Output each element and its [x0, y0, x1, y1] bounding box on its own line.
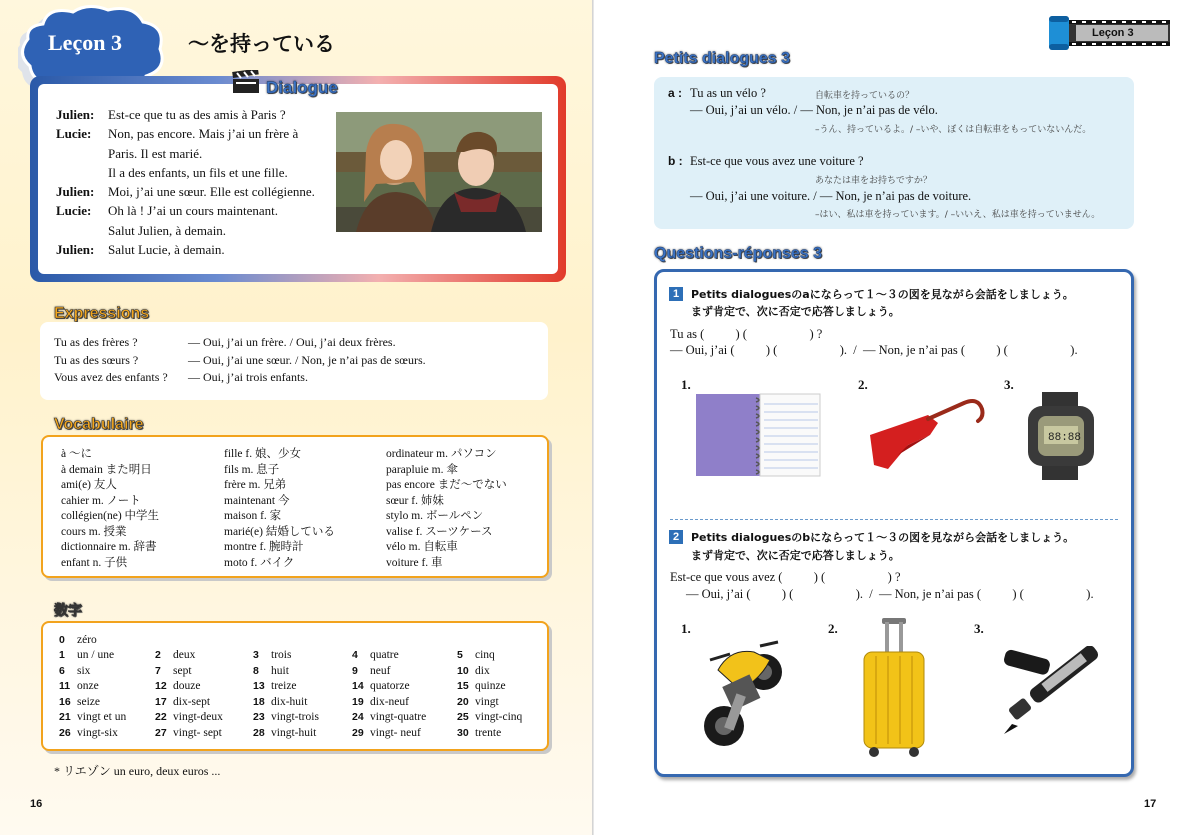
watch-image [1020, 392, 1102, 480]
number-entry: 30 trente [457, 726, 502, 739]
vocab-entry: cahier m. ノート [61, 494, 141, 507]
vocab-entry: parapluie m. 傘 [386, 463, 458, 476]
pd-a-label: a : [668, 86, 683, 100]
pen-image [996, 646, 1108, 736]
expression-answer: — Oui, j’ai un frère. / Oui, j’ai deux frères. [188, 335, 396, 349]
dialogue-line [56, 144, 356, 163]
number-entry: 10 dix [457, 664, 490, 677]
q2-instruction-1: Petits dialoguesのbにならって１～３の図を見ながら会話をしましょう。 [691, 531, 1075, 544]
clapperboard-icon [232, 70, 260, 94]
number-entry: 3 trois [253, 649, 292, 661]
speaker-name: Lucie: [56, 203, 92, 219]
vocab-entry: stylo m. ボールペン [386, 510, 484, 522]
pd-a-question: Tu as un vélo ? [690, 86, 766, 100]
number-zero: 0 zéro [59, 634, 97, 646]
vocab-entry: maison f. 家 [224, 510, 282, 522]
umbrella-image [868, 395, 986, 473]
q2-fig2-label: 2. [828, 621, 838, 636]
q2-number: 2 [669, 530, 683, 544]
dialogue-text: Non, pas encore. Mais j’ai un frère à [108, 126, 299, 142]
vocab-entry: à ～に [61, 448, 92, 460]
number-entry: 23 vingt-trois [253, 711, 319, 723]
dialogue-line [56, 124, 356, 143]
expression-row [54, 369, 308, 387]
vocab-box [41, 435, 549, 578]
expression-row [54, 352, 426, 370]
speaker-name: Lucie: [56, 126, 92, 142]
page-number-right: 17 [1144, 798, 1157, 810]
dialogue-panel [38, 84, 558, 274]
number-entry: 6 six [59, 664, 91, 677]
q2-fig1-label: 1. [681, 621, 691, 636]
number-entry: 28 vingt-huit [253, 726, 317, 739]
vocab-entry: sœur f. 姉妹 [386, 494, 444, 507]
numbers-heading: 数字 [54, 603, 82, 619]
speaker-name: Julien: [56, 107, 95, 122]
page-title: ～を持っている [188, 32, 335, 56]
number-entry: 13 treize [253, 680, 297, 692]
expressions-heading: Expressions [54, 305, 150, 322]
number-entry: 26 vingt-six [59, 726, 118, 739]
vocab-entry: enfant n. 子供 [61, 556, 128, 569]
expression-question: Vous avez des enfants ? [54, 370, 168, 384]
number-entry: 20 vingt [457, 695, 499, 708]
pd-a-answer-jp: –うん、持っているよ。/ –いや、ぼくは自転車をもっていないんだ。 [815, 125, 1092, 135]
dialogue-frame [30, 76, 566, 282]
vocab-entry: vélo m. 自転車 [386, 541, 458, 553]
expressions-box [40, 322, 548, 400]
vocab-entry: montre f. 腕時計 [224, 541, 304, 553]
dialogue-line [56, 163, 356, 182]
number-entry: 24 vingt-quatre [352, 711, 427, 723]
dialogue-photo [336, 112, 542, 232]
expression-question: Tu as des frères ? [54, 335, 138, 349]
dialogue-line [56, 182, 356, 201]
q2-instruction-2: まず肯定で、次に否定で応答しましょう。 [691, 549, 900, 562]
dialogue-text: Moi, j’ai une sœur. Elle est collégienne. [108, 184, 315, 200]
expression-answer: — Oui, j’ai trois enfants. [188, 370, 308, 384]
number-entry: 7 sept [155, 664, 192, 677]
dialogue-line [56, 201, 356, 220]
petits-dialogues-heading: Petits dialogues 3 [654, 50, 791, 67]
vocab-entry: moto f. バイク [224, 556, 295, 569]
dialogue-line [56, 105, 356, 124]
speaker-name: Julien: [56, 184, 95, 200]
pd-a-question-jp: 自転車を持っているの？ [815, 91, 915, 101]
footnote: * リエゾン un euro, deux euros ... [54, 764, 221, 778]
number-entry: 14 quatorze [352, 680, 410, 692]
vocab-entry: fils m. 息子 [224, 463, 280, 476]
pd-b-answer-jp: –はい、私は車を持っています。/ –いいえ、私は車を持っていません。 [815, 210, 1101, 220]
questions-reponses-heading: Questions-réponses 3 [654, 245, 823, 262]
number-entry: 12 douze [155, 680, 201, 692]
number-entry: 18 dix-huit [253, 695, 308, 708]
number-entry: 21 vingt et un [59, 711, 127, 723]
q2-answer-line: — Oui, j’ai ( ) ( ). / — Non, je n’ai pas ( ) ( ). [686, 587, 1094, 601]
vocab-entry: valise f. スーツケース [386, 525, 493, 538]
number-entry: 11 onze [59, 680, 99, 692]
vocab-entry: dictionnaire m. 辞書 [61, 541, 157, 553]
number-entry: 19 dix-neuf [352, 695, 409, 708]
dialogue-text: Salut Lucie, à demain. [108, 242, 225, 258]
q1-answer-line: — Oui, j’ai ( ) ( ). / — Non, je n’ai pas ( ) ( ). [670, 343, 1078, 357]
number-entry: 1 un / une [59, 649, 115, 661]
expression-answer: — Oui, j’ai une sœur. / Non, je n’ai pas de sœurs. [188, 352, 426, 367]
number-entry: 8 huit [253, 664, 289, 677]
dialogue-line [56, 240, 356, 259]
number-entry: 22 vingt-deux [155, 711, 223, 723]
number-entry: 15 quinze [457, 680, 506, 692]
q1-fig2-label: 2. [858, 377, 868, 392]
svg-text:88:88: 88:88 [1048, 432, 1082, 444]
numbers-box [41, 621, 549, 751]
vocab-entry: à demain また明日 [61, 463, 152, 476]
vocab-entry: maintenant 今 [224, 494, 290, 507]
dialogue-heading: Dialogue [266, 78, 338, 97]
dialogue-text: Paris. Il est marié. [108, 145, 203, 161]
number-entry: 16 seize [59, 695, 100, 708]
q1-question-line: Tu as ( ) ( ) ? [670, 327, 823, 341]
dialogue-text: Il a des enfants, un fils et une fille. [108, 164, 288, 180]
number-entry: 25 vingt-cinq [457, 711, 523, 723]
page-number-left: 16 [30, 798, 43, 810]
vocab-entry: fille f. 娘、少女 [224, 448, 301, 460]
q1-instruction-2: まず肯定で、次に否定で応答しましょう。 [691, 305, 900, 318]
number-entry: 9 neuf [352, 664, 391, 677]
pd-b-question: Est-ce que vous avez une voiture ? [690, 154, 864, 168]
vocab-entry: marié(e) 結婚している [224, 525, 335, 538]
question-separator [670, 519, 1118, 520]
number-entry: 5 cinq [457, 649, 495, 661]
q1-fig1-label: 1. [681, 377, 691, 392]
vocab-entry: cours m. 授業 [61, 525, 127, 538]
expression-question: Tu as des sœurs ? [54, 352, 139, 367]
dialogue-text: Salut Julien, à demain. [108, 222, 227, 238]
q1-fig3-label: 3. [1004, 377, 1014, 392]
q1-number: 1 [669, 287, 683, 301]
number-entry: 27 vingt- sept [155, 726, 222, 739]
notebook-image [694, 392, 822, 478]
speaker-name: Julien: [56, 242, 95, 258]
number-entry: 2 deux [155, 649, 196, 661]
lesson-tab-label: Leçon 3 [1092, 27, 1134, 39]
lesson-label: Leçon 3 [48, 30, 122, 55]
dialogue-text: Oh là ! J’ai un cours maintenant. [108, 203, 279, 219]
vocab-entry: pas encore まだ～でない [386, 479, 507, 491]
vocab-entry: frère m. 兄弟 [224, 479, 287, 491]
vocab-entry: ordinateur m. パソコン [386, 448, 497, 460]
dialogue-lines [56, 105, 356, 259]
dialogue-line [56, 221, 356, 240]
pd-b-label: b : [668, 154, 683, 168]
expression-row [54, 334, 396, 352]
vocab-entry: voiture f. 車 [386, 556, 443, 569]
vocab-entry: collégien(ne) 中学生 [61, 510, 160, 522]
dialogue-text: Est-ce que tu as des amis à Paris ? [108, 107, 286, 122]
number-entry: 29 vingt- neuf [352, 726, 421, 739]
number-entry: 4 quatre [352, 649, 399, 661]
pd-b-question-jp: あなたは車をお持ちですか？ [815, 176, 932, 186]
motorcycle-image [700, 630, 790, 748]
pd-a-answer: — Oui, j’ai un vélo. / — Non, je n’ai pas de vélo. [690, 103, 938, 117]
number-entry: 17 dix-sept [155, 695, 211, 708]
suitcase-image [860, 616, 928, 758]
q2-question-line: Est-ce que vous avez ( ) ( ) ? [670, 570, 901, 584]
q2-fig3-label: 3. [974, 621, 984, 636]
pd-b-answer: — Oui, j’ai une voiture. / — Non, je n’ai pas de voiture. [690, 189, 972, 203]
vocab-entry: ami(e) 友人 [61, 479, 117, 491]
q1-instruction-1: Petits dialoguesのaにならって１～３の図を見ながら会話をしましょう。 [691, 288, 1074, 301]
vocab-heading: Vocabulaire [54, 416, 144, 433]
